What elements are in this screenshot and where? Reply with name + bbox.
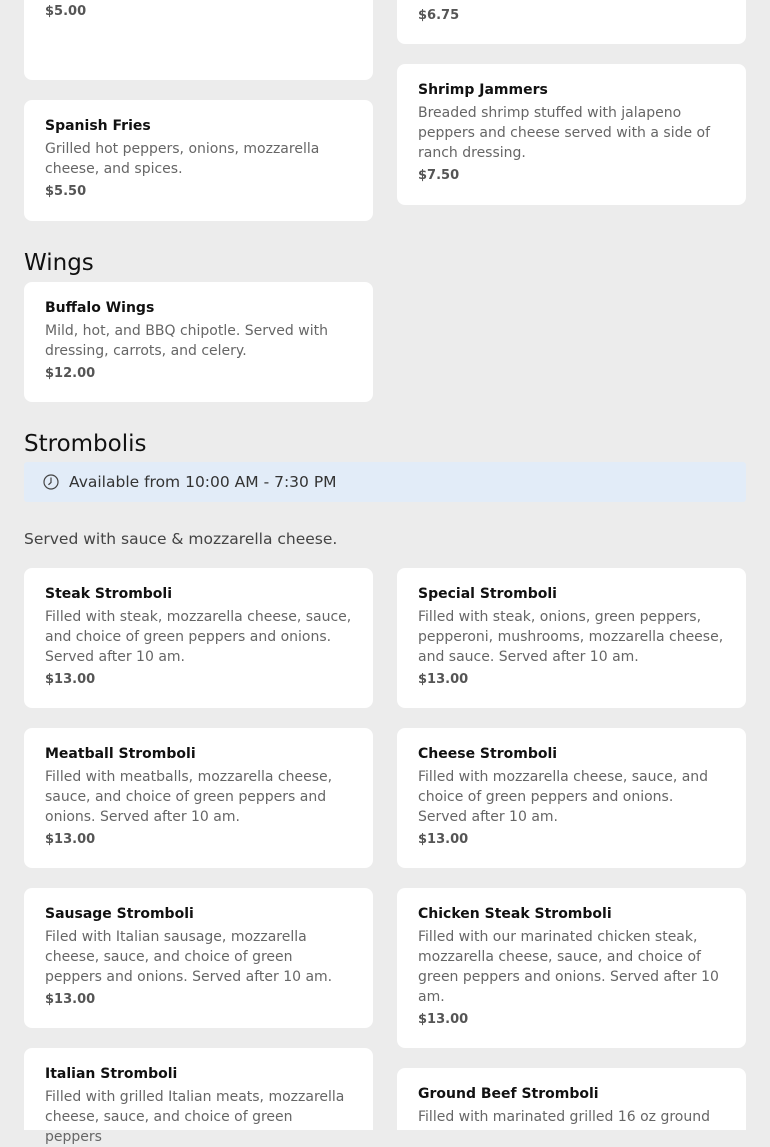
section-title-wings: Wings xyxy=(24,250,94,276)
item-price: $13.00 xyxy=(418,1012,469,1027)
item-description: Mild, hot, and BBQ chipotle. Served with dressing, carrots, and celery. xyxy=(45,323,328,359)
item-description: Filled with marinated grilled 16 oz ground xyxy=(418,1109,710,1125)
menu-item-card[interactable] xyxy=(24,282,373,402)
item-price: $13.00 xyxy=(45,672,96,687)
item-description: Filled with grilled Italian meats, mozzarella cheese, sauce, and choice of green peppers xyxy=(45,1089,345,1145)
item-description: Filled with mozzarella cheese, sauce, and choice of green peppers and onions. Served after 10 am. xyxy=(418,769,709,825)
item-description: Filled with our marinated chicken steak, mozzarella cheese, sauce, and choice of green peppers and onions. Served after 10 am. xyxy=(418,929,719,1005)
item-price: $7.50 xyxy=(418,168,460,183)
menu-item-card[interactable] xyxy=(397,0,746,44)
clock-icon xyxy=(43,474,59,490)
item-price: $13.00 xyxy=(45,992,96,1007)
menu-item-card[interactable] xyxy=(24,1048,373,1145)
menu-item-card[interactable] xyxy=(24,568,373,708)
menu-item-card[interactable] xyxy=(397,888,746,1048)
menu-item-card[interactable] xyxy=(397,1068,746,1130)
item-price: $6.75 xyxy=(418,8,460,23)
menu-item-card[interactable] xyxy=(24,888,373,1028)
item-description: Filled with meatballs, mozzarella cheese, sauce, and choice of green peppers and onions. Served after 10 am. xyxy=(45,769,333,825)
item-description: Filled with steak, onions, green peppers, pepperoni, mushrooms, mozzarella cheese, and sauce. Served after 10 am. xyxy=(418,609,724,665)
item-description: Grilled hot peppers, onions, mozzarella cheese, and spices. xyxy=(45,141,320,177)
item-name: Buffalo Wings xyxy=(45,300,155,316)
item-price: $13.00 xyxy=(45,832,96,847)
section-title-strombolis: Strombolis xyxy=(24,431,147,457)
availability-banner xyxy=(24,462,746,502)
item-price: $5.50 xyxy=(45,184,87,199)
item-price: $12.00 xyxy=(45,366,96,381)
item-description: Breaded shrimp stuffed with jalapeno peppers and cheese served with a side of ranch dressing. xyxy=(418,105,711,161)
availability-text: Available from 10:00 AM - 7:30 PM xyxy=(69,473,337,491)
item-name: Chicken Steak Stromboli xyxy=(418,906,612,922)
menu-item-card[interactable] xyxy=(397,64,746,205)
menu-item-card[interactable] xyxy=(24,100,373,221)
item-price: $13.00 xyxy=(418,672,469,687)
section-note: Served with sauce & mozzarella cheese. xyxy=(24,530,338,548)
menu-item-card[interactable] xyxy=(397,728,746,868)
item-description: Filed with Italian sausage, mozzarella cheese, sauce, and choice of green peppers and onions. Served after 10 am. xyxy=(45,929,333,985)
item-price: $5.00 xyxy=(45,4,87,19)
menu-item-card[interactable] xyxy=(397,568,746,708)
item-name: Steak Stromboli xyxy=(45,586,173,602)
item-name: Sausage Stromboli xyxy=(45,906,194,922)
item-name: Cheese Stromboli xyxy=(418,746,558,762)
menu-item-card[interactable] xyxy=(24,728,373,868)
item-name: Shrimp Jammers xyxy=(418,82,548,98)
item-name: Special Stromboli xyxy=(418,586,557,602)
item-price: $13.00 xyxy=(418,832,469,847)
item-description: Filled with steak, mozzarella cheese, sauce, and choice of green peppers and onions. Served after 10 am. xyxy=(45,609,352,665)
item-name: Meatball Stromboli xyxy=(45,746,196,762)
item-name: Spanish Fries xyxy=(45,118,151,134)
item-name: Ground Beef Stromboli xyxy=(418,1086,599,1102)
menu-item-card[interactable] xyxy=(24,0,373,80)
item-name: Italian Stromboli xyxy=(45,1066,178,1082)
